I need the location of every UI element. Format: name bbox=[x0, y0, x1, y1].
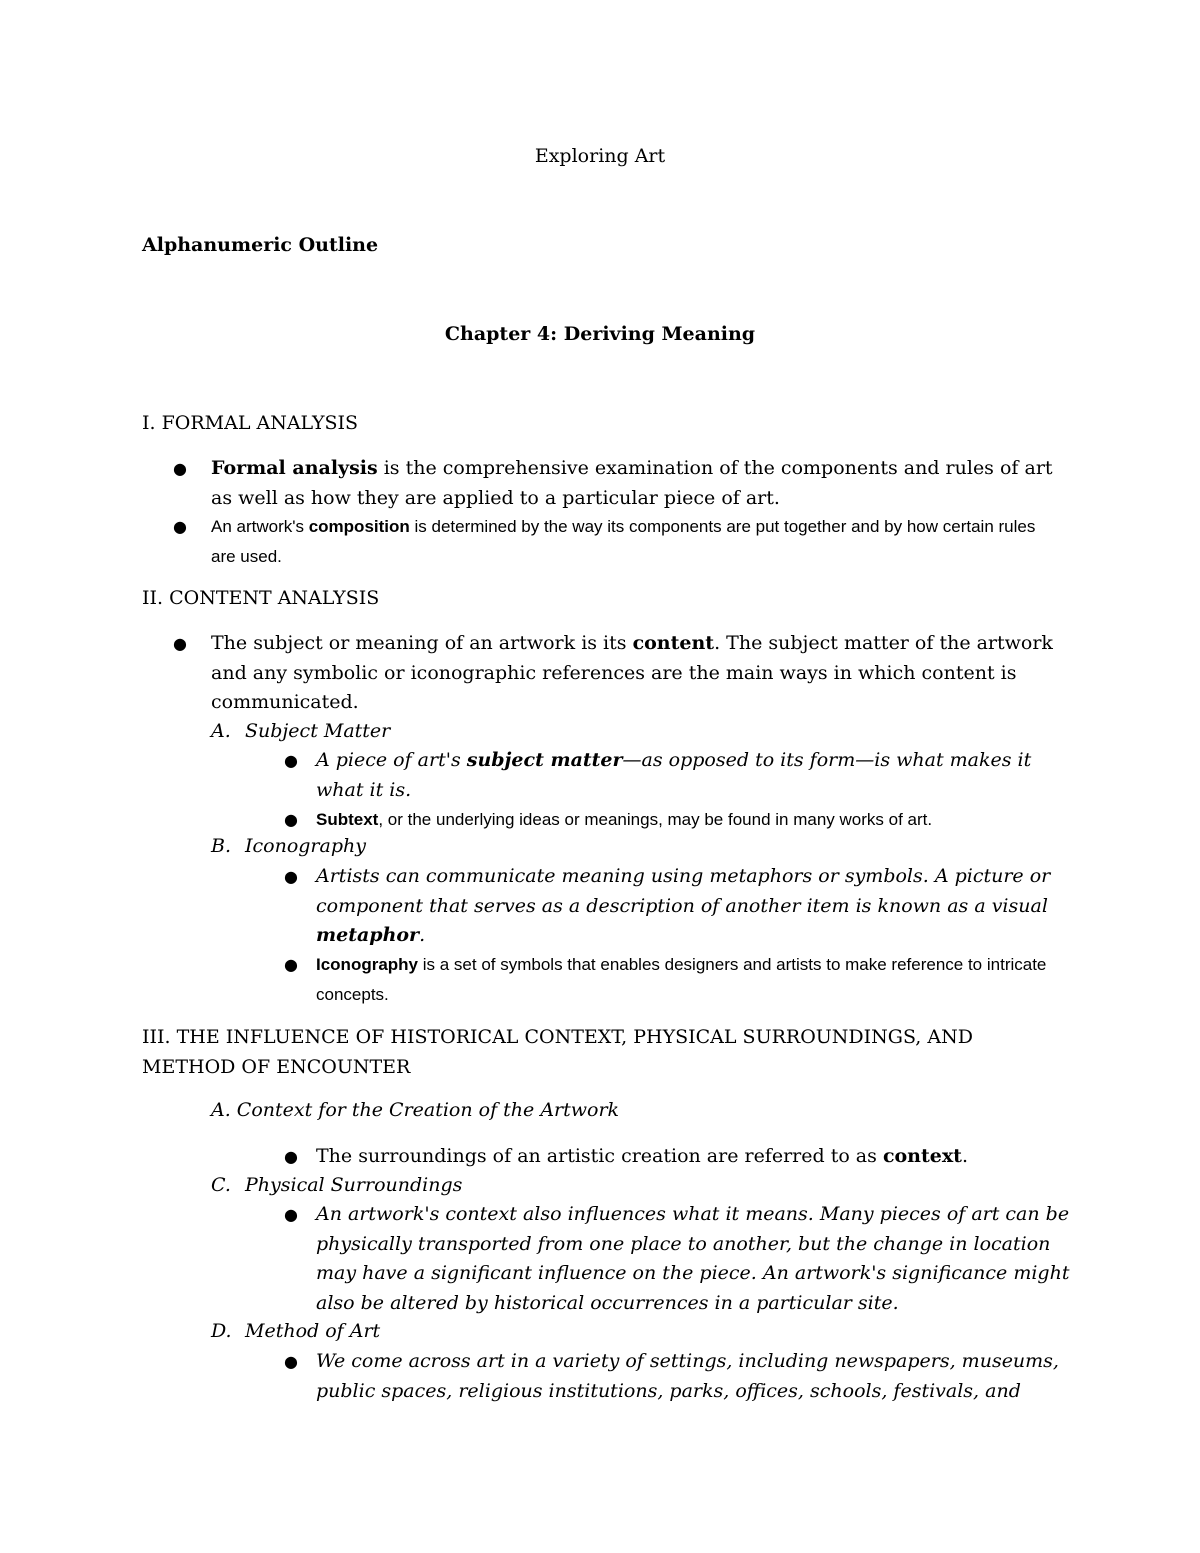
section-2-sub-b-bullet-2: Iconography is a set of symbols that enables designers and artists to make reference to intricate concepts. bbox=[316, 955, 1047, 1004]
section-3-sub-a-heading: A. Context for the Creation of the Artwork bbox=[211, 1099, 620, 1121]
section-3-sub-c-heading: C. Physical Surroundings bbox=[211, 1174, 463, 1196]
bullet-icon: ● bbox=[284, 751, 298, 770]
document-title: Exploring Art bbox=[534, 145, 666, 167]
section-2-bullet-1: The subject or meaning of an artwork is its content. The subject matter of the artwork and any symbolic or iconographic references are the main ways in which content is communicated. bbox=[211, 632, 1053, 713]
term-iconography: Iconography bbox=[316, 955, 419, 974]
term-subject-matter: subject matter bbox=[466, 749, 623, 771]
term-content: content bbox=[632, 632, 715, 654]
term-composition: composition bbox=[308, 517, 410, 536]
section-2-sub-b-bullet-1: Artists can communicate meaning using metaphors or symbols. A picture or component that serves as a description of another item is known as a visual metaphor. bbox=[316, 865, 1051, 946]
section-1-heading: I. FORMAL ANALYSIS bbox=[142, 412, 359, 434]
section-2-sub-a-heading: A. Subject Matter bbox=[211, 720, 391, 742]
section-2-sub-a-bullet-2: Subtext, or the underlying ideas or meanings, may be found in many works of art. bbox=[316, 810, 933, 829]
bullet-icon: ● bbox=[173, 517, 187, 536]
term-metaphor: metaphor bbox=[316, 924, 420, 946]
section-3-heading: III. THE INFLUENCE OF HISTORICAL CONTEXT, PHYSICAL SURROUNDINGS, AND METHOD OF ENCOUNTER bbox=[142, 1026, 973, 1078]
bullet-icon: ● bbox=[284, 1205, 298, 1224]
section-3-sub-c-bullet-1: An artwork's context also influences what it means. Many pieces of art can be physically transported from one place to another, but the change in location may have a significant influence on the piece. An artwork's significance might also be altered by historical occurrences in a particular site. bbox=[316, 1203, 1070, 1314]
term-context: context bbox=[882, 1145, 962, 1167]
bullet-icon: ● bbox=[284, 810, 298, 829]
section-2-heading: II. CONTENT ANALYSIS bbox=[142, 587, 380, 609]
chapter-title: Chapter 4: Deriving Meaning bbox=[444, 323, 756, 345]
outline-label: Alphanumeric Outline bbox=[142, 234, 379, 256]
section-2-sub-b-heading: B. Iconography bbox=[211, 835, 366, 857]
bullet-icon: ● bbox=[284, 955, 298, 974]
bullet-icon: ● bbox=[284, 1147, 298, 1166]
bullet-icon: ● bbox=[173, 459, 187, 478]
section-2-sub-a-bullet-1: A piece of art's subject matter—as opposed to its form—is what makes it what it is. bbox=[316, 749, 1032, 801]
section-3-sub-a-bullet-1: The surroundings of an artistic creation are referred to as context. bbox=[316, 1145, 969, 1167]
bullet-icon: ● bbox=[284, 1352, 298, 1371]
bullet-icon: ● bbox=[173, 634, 187, 653]
section-3-sub-d-bullet-1: We come across art in a variety of settings, including newspapers, museums, public spaces, religious institutions, parks, offices, schools, festivals, and bbox=[316, 1350, 1059, 1402]
term-formal-analysis: Formal analysis bbox=[211, 457, 378, 479]
term-subtext: Subtext bbox=[316, 810, 379, 829]
section-1-bullet-1: Formal analysis is the comprehensive examination of the components and rules of art as well as how they are applied to a particular piece of art. bbox=[211, 457, 1053, 509]
section-1-bullet-2: An artwork's composition is determined by the way its components are put together and by how certain rules are used. bbox=[211, 517, 1036, 566]
section-3-sub-d-heading: D. Method of Art bbox=[211, 1320, 381, 1342]
bullet-icon: ● bbox=[284, 867, 298, 886]
